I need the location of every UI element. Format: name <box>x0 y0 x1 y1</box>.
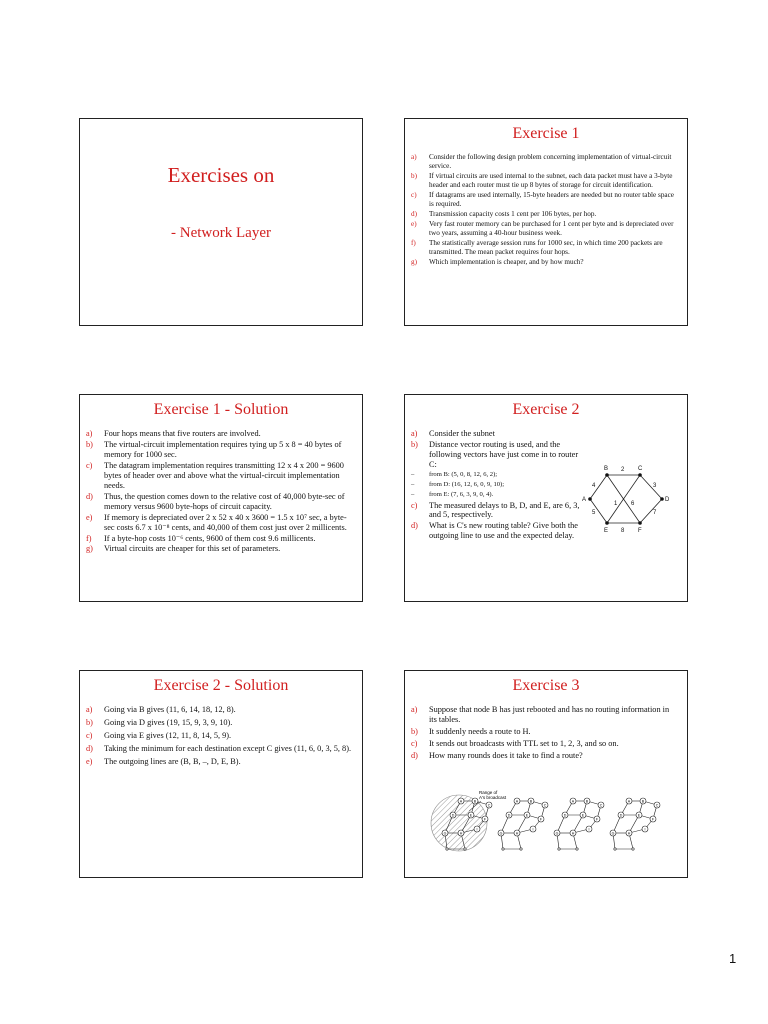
bullet-text: from D: (16, 12, 6, 0, 9, 10); <box>429 480 505 488</box>
bullet-text: Going via E gives (12, 11, 8, 14, 5, 9). <box>104 730 232 740</box>
network-panel <box>498 798 548 850</box>
bullet-marker: b) <box>86 717 93 727</box>
bullet-item <box>411 258 679 267</box>
bullet-text: Going via D gives (19, 15, 9, 3, 9, 10). <box>104 717 233 727</box>
bullet-item <box>411 429 581 439</box>
network-node <box>614 848 616 850</box>
bullet-marker: b) <box>411 726 418 736</box>
bullet-item <box>411 153 679 171</box>
bullet-marker: c) <box>411 191 417 199</box>
network-node <box>632 848 634 850</box>
slide-title: Exercise 2 <box>512 401 580 418</box>
bullet-item <box>86 461 354 491</box>
bullet-marker: g) <box>86 544 93 554</box>
bullet-marker: c) <box>86 460 93 470</box>
bullet-text: The measured delays to B, D, and E, are 6, 3, and 5, respectively. <box>429 500 580 520</box>
bullet-text: Thus, the question comes down to the relative cost of 40,000 byte-sec of memory versus 9600 byte-hops of circuit capacity. <box>104 491 345 511</box>
broadcast-rounds-figure <box>429 789 669 869</box>
network-node-label: A <box>571 799 575 804</box>
node-label: F <box>638 528 642 534</box>
page-number: 1 <box>729 951 737 966</box>
bullet-item <box>411 210 679 219</box>
slide-exercise-2-solution <box>79 670 363 878</box>
bullet-text: Consider the following design problem concerning implementation of virtual-circuit service. <box>429 153 672 170</box>
network-node-label: E <box>637 813 641 818</box>
bullet-text: Four hops means that five routers are involved. <box>104 429 261 438</box>
bullet-marker: b) <box>411 172 417 180</box>
bullet-text: The statistically average session runs for 1000 sec, in which time 200 packets are transmitted. The mean packet requires four hops. <box>429 239 663 256</box>
bullet-marker: f) <box>411 239 416 247</box>
network-node <box>446 848 448 850</box>
network-node-label: I <box>588 827 590 832</box>
network-node-label: A <box>459 799 463 804</box>
network-node-label: A <box>515 799 519 804</box>
network-panel <box>610 798 660 850</box>
bullet-text: It sends out broadcasts with TTL set to 1, 2, 3, and so on. <box>429 738 619 748</box>
bullet-text: The outgoing lines are (B, B, –, D, E, B). <box>104 756 241 766</box>
network-node-label: G <box>555 831 559 836</box>
bullet-marker: – <box>411 490 415 498</box>
network-node-label: D <box>507 813 511 818</box>
bullet-text: Consider the subnet <box>429 429 495 438</box>
weight-label: 1 <box>614 501 618 507</box>
bullet-item <box>411 239 679 257</box>
bullet-item <box>411 739 679 749</box>
network-node-label: E <box>469 813 473 818</box>
network-node-label: C <box>543 803 547 808</box>
bullet-marker: b) <box>86 439 93 449</box>
edge-c-d <box>640 475 662 499</box>
network-node-label: C <box>599 803 603 808</box>
bullet-item <box>86 757 354 767</box>
range-label-line1: Range of <box>479 790 498 795</box>
bullet-text: If virtual circuits are used internal to the subnet, each data packet must have a 3-byte header and each router must tie up 8 bytes of storage for circuit identification. <box>429 172 673 189</box>
bullet-marker: c) <box>411 738 418 748</box>
slide-title: Exercise 3 <box>512 677 580 694</box>
bullet-text: The datagram implementation requires transmitting 12 x 4 x 200 = 9600 bytes of header over and above what the virtual-circuit implementation needs. <box>104 460 344 490</box>
bullet-item <box>411 501 581 521</box>
bullet-item <box>411 521 581 541</box>
slide-cover <box>79 118 363 326</box>
bullet-list <box>86 429 354 554</box>
bullet-marker: b) <box>411 439 418 449</box>
network-node-label: D <box>619 813 623 818</box>
bullet-list <box>411 705 679 761</box>
bullet-text: Going via B gives (11, 6, 14, 18, 12, 8). <box>104 705 236 714</box>
network-node-label: A <box>627 799 631 804</box>
weight-label: 5 <box>592 510 596 516</box>
bullet-text: Taking the minimum for each destination except C gives (11, 6, 0, 3, 5, 8). <box>104 743 352 753</box>
bullet-item <box>86 492 354 512</box>
bullet-marker: d) <box>411 750 418 760</box>
bullet-marker: – <box>411 470 415 478</box>
sub-bullet-item <box>411 481 581 489</box>
bullet-item <box>411 220 679 238</box>
node-label: B <box>604 466 609 472</box>
network-node-label: I <box>532 827 534 832</box>
bullet-marker: a) <box>86 429 93 438</box>
bullet-item <box>411 751 679 761</box>
bullet-marker: e) <box>86 756 93 766</box>
slide-exercise-1-solution <box>79 394 363 602</box>
weight-label: 6 <box>631 501 635 507</box>
bullet-text: Suppose that node B has just rebooted and has no routing information in its tables. <box>429 705 670 724</box>
bullet-item <box>86 429 354 439</box>
network-node-label: G <box>443 831 447 836</box>
bullet-item <box>86 534 354 544</box>
network-node <box>464 848 466 850</box>
edge-d-f <box>640 499 662 523</box>
network-node-label: I <box>644 827 646 832</box>
weight-label: 7 <box>653 510 657 516</box>
bullet-item <box>86 513 354 533</box>
bullet-text: Transmission capacity costs 1 cent per 106 bytes, per hop. <box>429 210 597 218</box>
network-node-label: E <box>525 813 529 818</box>
cover-subtitle: - Network Layer <box>171 225 271 241</box>
network-node-label: F <box>595 817 599 822</box>
bullet-marker: a) <box>411 153 417 161</box>
network-node-label: H <box>571 831 575 836</box>
bullet-list <box>411 153 679 267</box>
bullet-marker: g) <box>411 258 417 266</box>
network-node <box>558 848 560 850</box>
network-node-label: I <box>476 827 478 832</box>
node-label: E <box>604 528 609 534</box>
bullet-marker: a) <box>86 705 93 714</box>
bullet-marker: d) <box>411 521 418 531</box>
cover-title: Exercises on <box>167 163 275 187</box>
bullet-text: How many rounds does it take to find a route? <box>429 750 583 760</box>
bullet-text: If memory is depreciated over 2 x 52 x 40 x 3600 = 1.5 x 10⁷ sec, a byte-sec costs 6.7 x 10⁻⁸ cents, and 40,000 of them cost just over 2 millicents. <box>104 512 347 532</box>
weight-label: 3 <box>653 483 657 489</box>
bullet-marker: d) <box>86 491 93 501</box>
network-node <box>576 848 578 850</box>
weight-label: 4 <box>592 483 596 489</box>
bullet-marker: f) <box>86 533 92 543</box>
subnet-graph-diagram <box>580 461 685 546</box>
bullet-text: What is C's new routing table? Give both the outgoing line to use and the expected delay. <box>429 521 578 541</box>
bullet-item <box>411 705 679 725</box>
bullet-list <box>411 429 581 541</box>
bullet-item <box>411 172 679 190</box>
bullet-item <box>411 727 679 737</box>
bullet-item <box>86 744 354 754</box>
network-node-label: D <box>563 813 567 818</box>
range-label-line2: A's broadcast <box>479 795 507 800</box>
bullet-item <box>86 440 354 460</box>
sub-bullet-item <box>411 471 581 479</box>
slide-exercise-1 <box>404 118 688 326</box>
network-node-label: D <box>451 813 455 818</box>
slide-title: Exercise 1 - Solution <box>153 401 289 418</box>
bullet-marker: d) <box>411 210 417 218</box>
network-node-label: H <box>627 831 631 836</box>
bullet-marker: c) <box>86 730 93 740</box>
network-panel <box>554 798 604 850</box>
bullet-text: Which implementation is cheaper, and by how much? <box>429 258 584 266</box>
network-node-label: B <box>473 799 477 804</box>
network-node <box>520 848 522 850</box>
network-node-label: G <box>499 831 503 836</box>
bullet-text: from B: (5, 0, 8, 12, 6, 2); <box>429 470 498 478</box>
sub-bullet-item <box>411 491 581 499</box>
slide-exercise-3 <box>404 670 688 878</box>
network-node-label: F <box>483 817 487 822</box>
bullet-text: If datagrams are used internally, 15-byte headers are needed but no router table space is required. <box>429 191 674 208</box>
network-node-label: B <box>585 799 589 804</box>
node-label: C <box>638 466 643 472</box>
bullet-text: Very fast router memory can be purchased for 1 cent per byte and is depreciated over two years, assuming a 40-hour business week. <box>429 220 674 237</box>
bullet-marker: e) <box>411 220 417 228</box>
network-node-label: H <box>515 831 519 836</box>
slide-title: Exercise 2 - Solution <box>153 677 289 694</box>
slide-title: Exercise 1 <box>512 125 580 142</box>
bullet-text: If a byte-hop costs 10⁻⁶ cents, 9600 of them cost 9.6 millicents. <box>104 533 316 543</box>
network-node-label: G <box>611 831 615 836</box>
network-node-label: F <box>539 817 543 822</box>
bullet-list <box>86 705 354 767</box>
node-label: A <box>582 497 587 503</box>
weight-label: 2 <box>621 467 625 473</box>
bullet-item <box>86 731 354 741</box>
network-node-label: H <box>459 831 463 836</box>
network-node <box>502 848 504 850</box>
bullet-text: Virtual circuits are cheaper for this set of parameters. <box>104 544 281 554</box>
bullet-item <box>86 718 354 728</box>
network-node-label: B <box>529 799 533 804</box>
network-node-label: C <box>487 803 491 808</box>
bullet-marker: d) <box>86 743 93 753</box>
bullet-item <box>86 705 354 715</box>
bullet-text: from E: (7, 6, 3, 9, 0, 4). <box>429 490 494 498</box>
bullet-marker: a) <box>411 429 418 438</box>
bullet-text: It suddenly needs a route to H. <box>429 726 531 736</box>
bullet-item <box>411 440 581 470</box>
bullet-marker: – <box>411 480 415 488</box>
network-node-label: F <box>651 817 655 822</box>
bullet-marker: a) <box>411 705 418 714</box>
node-label: D <box>665 497 670 503</box>
network-node-label: B <box>641 799 645 804</box>
bullet-marker: e) <box>86 512 93 522</box>
bullet-text: Distance vector routing is used, and the following vectors have just come in to router C: <box>429 439 579 469</box>
bullet-item <box>86 544 354 554</box>
bullet-text: The virtual-circuit implementation requires tying up 5 x 8 = 40 bytes of memory for 1000 sec. <box>104 439 342 459</box>
bullet-marker: c) <box>411 500 418 510</box>
slide-exercise-2 <box>404 394 688 602</box>
network-node-label: E <box>581 813 585 818</box>
network-node-label: C <box>655 803 659 808</box>
weight-label: 8 <box>621 528 625 534</box>
bullet-item <box>411 191 679 209</box>
